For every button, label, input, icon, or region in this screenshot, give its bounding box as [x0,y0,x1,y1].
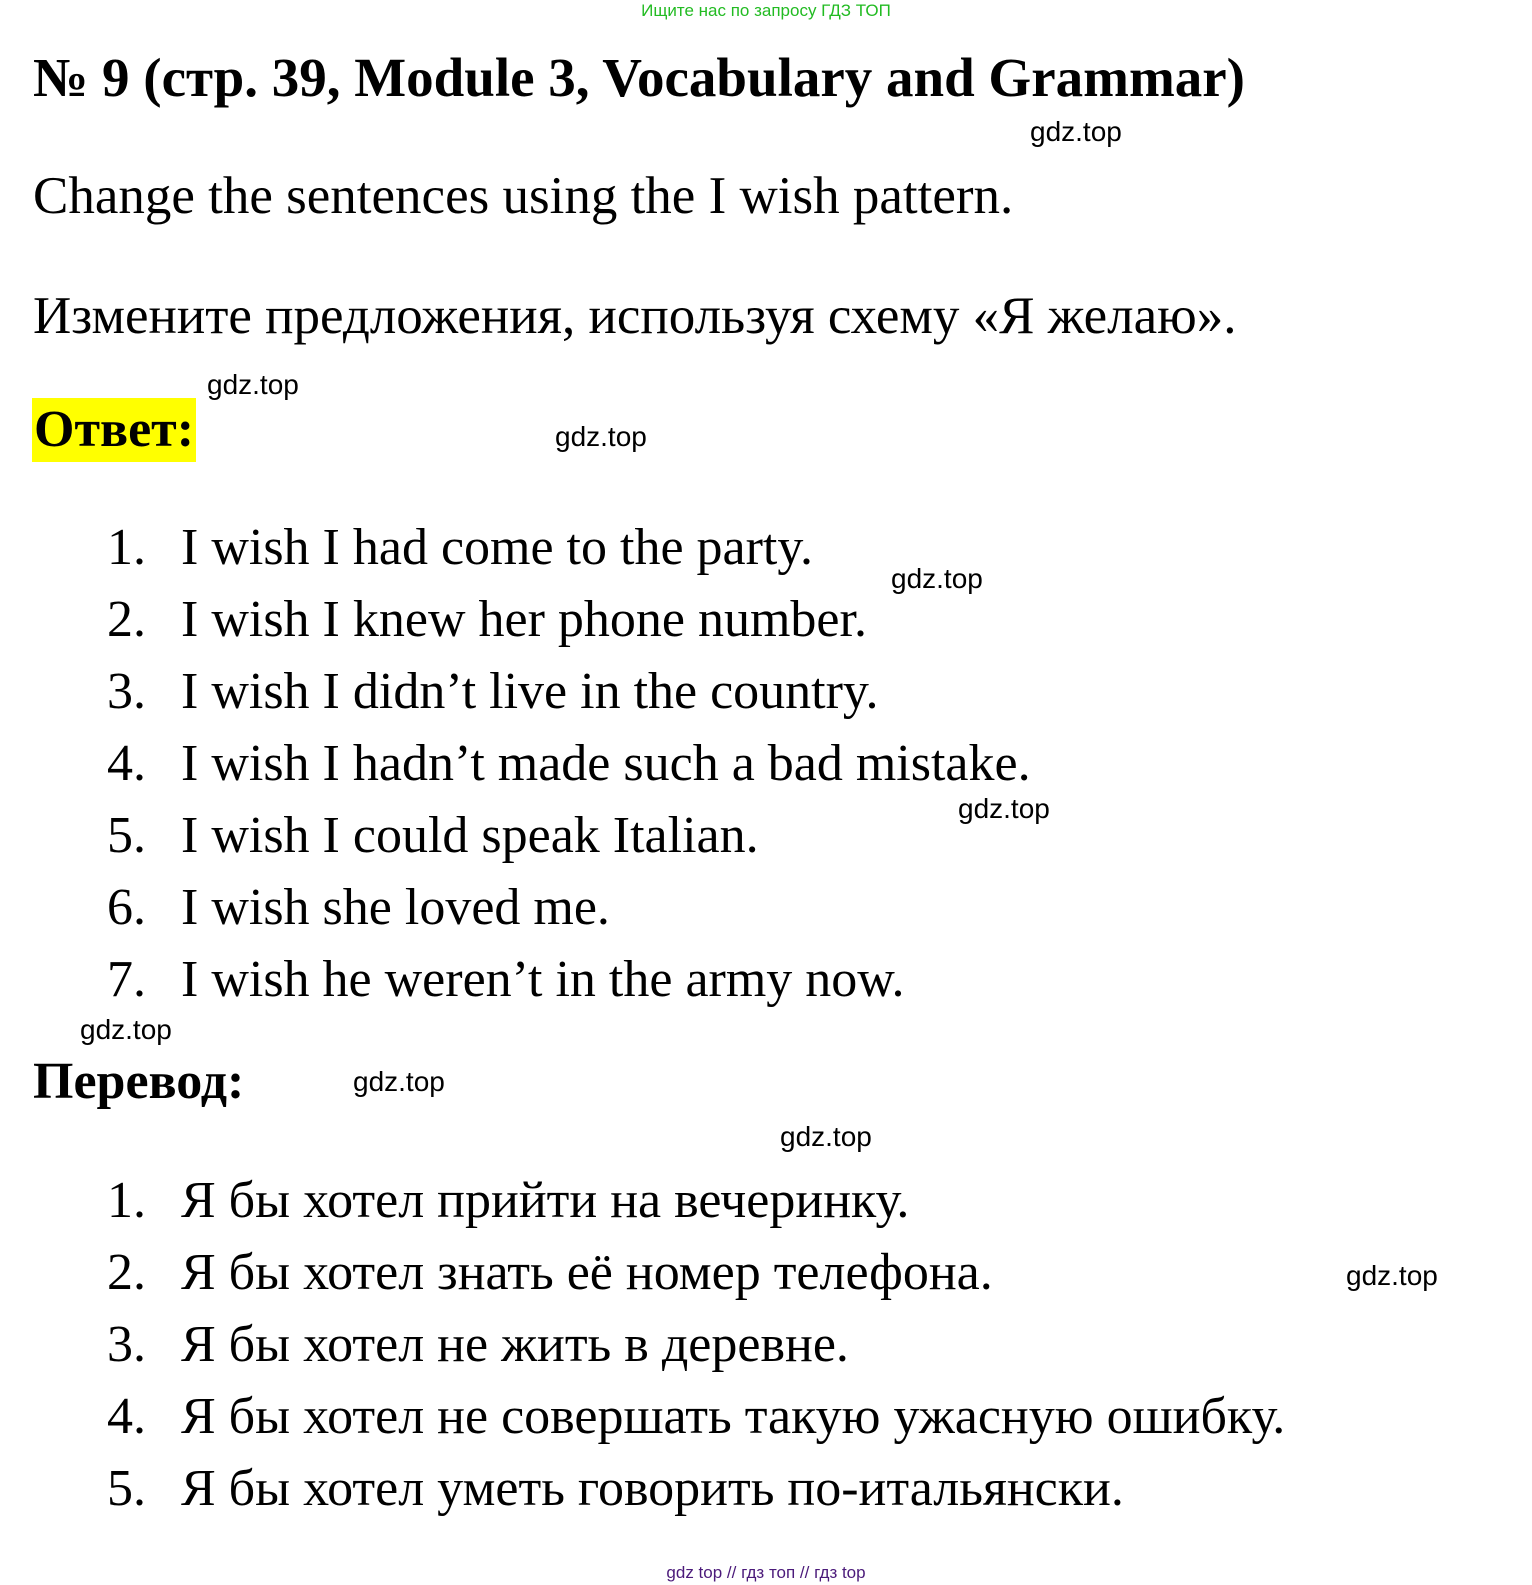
list-item-number: 4. [107,1388,146,1445]
watermark: gdz.top [1030,116,1122,147]
list-item-number: 7. [107,951,146,1008]
list-item-number: 3. [107,1316,146,1373]
translation-label: Перевод: [33,1053,245,1110]
list-item-number: 6. [107,879,146,936]
list-item-text: Я бы хотел не совершать такую ужасную ошибку. [181,1388,1286,1445]
list-item-text: I wish I hadn’t made such a bad mistake. [181,735,1031,792]
list-item-number: 2. [107,591,146,648]
list-item-number: 2. [107,1244,146,1301]
page-title: № 9 (стр. 39, Module 3, Vocabulary and Grammar) [33,47,1245,108]
list-item-text: I wish he weren’t in the army now. [181,951,905,1008]
list-item-number: 5. [107,1460,146,1517]
watermark: gdz.top [780,1121,872,1152]
list-item-text: Я бы хотел прийти на вечеринку. [181,1172,910,1229]
watermark: gdz.top [555,421,647,452]
task-russian: Измените предложения, используя схему «Я желаю». [33,287,1237,345]
list-item-text: I wish I could speak Italian. [181,807,759,864]
list-item-text: I wish I had come to the party. [181,519,813,576]
watermark: gdz.top [958,793,1050,824]
footer-links: gdz top // гдз топ // гдз top [666,1563,866,1582]
list-item-number: 5. [107,807,146,864]
list-item-text: I wish she loved me. [181,879,610,936]
list-item-text: Я бы хотел уметь говорить по-итальянски. [181,1460,1124,1517]
answer-label: Ответ: [32,398,196,462]
list-item-number: 1. [107,519,146,576]
task-english: Change the sentences using the I wish pattern. [33,167,1014,225]
list-item-number: 1. [107,1172,146,1229]
watermark: gdz.top [207,369,299,400]
list-item-number: 4. [107,735,146,792]
watermark: gdz.top [353,1066,445,1097]
watermark: gdz.top [1346,1260,1438,1291]
list-item-text: I wish I knew her phone number. [181,591,867,648]
list-item-text: I wish I didn’t live in the country. [181,663,879,720]
watermark: gdz.top [891,563,983,594]
list-item-text: Я бы хотел не жить в деревне. [181,1316,849,1373]
list-item-text: Я бы хотел знать её номер телефона. [181,1244,993,1301]
list-item-number: 3. [107,663,146,720]
search-banner: Ищите нас по запросу ГДЗ ТОП [641,1,891,20]
watermark: gdz.top [80,1014,172,1045]
